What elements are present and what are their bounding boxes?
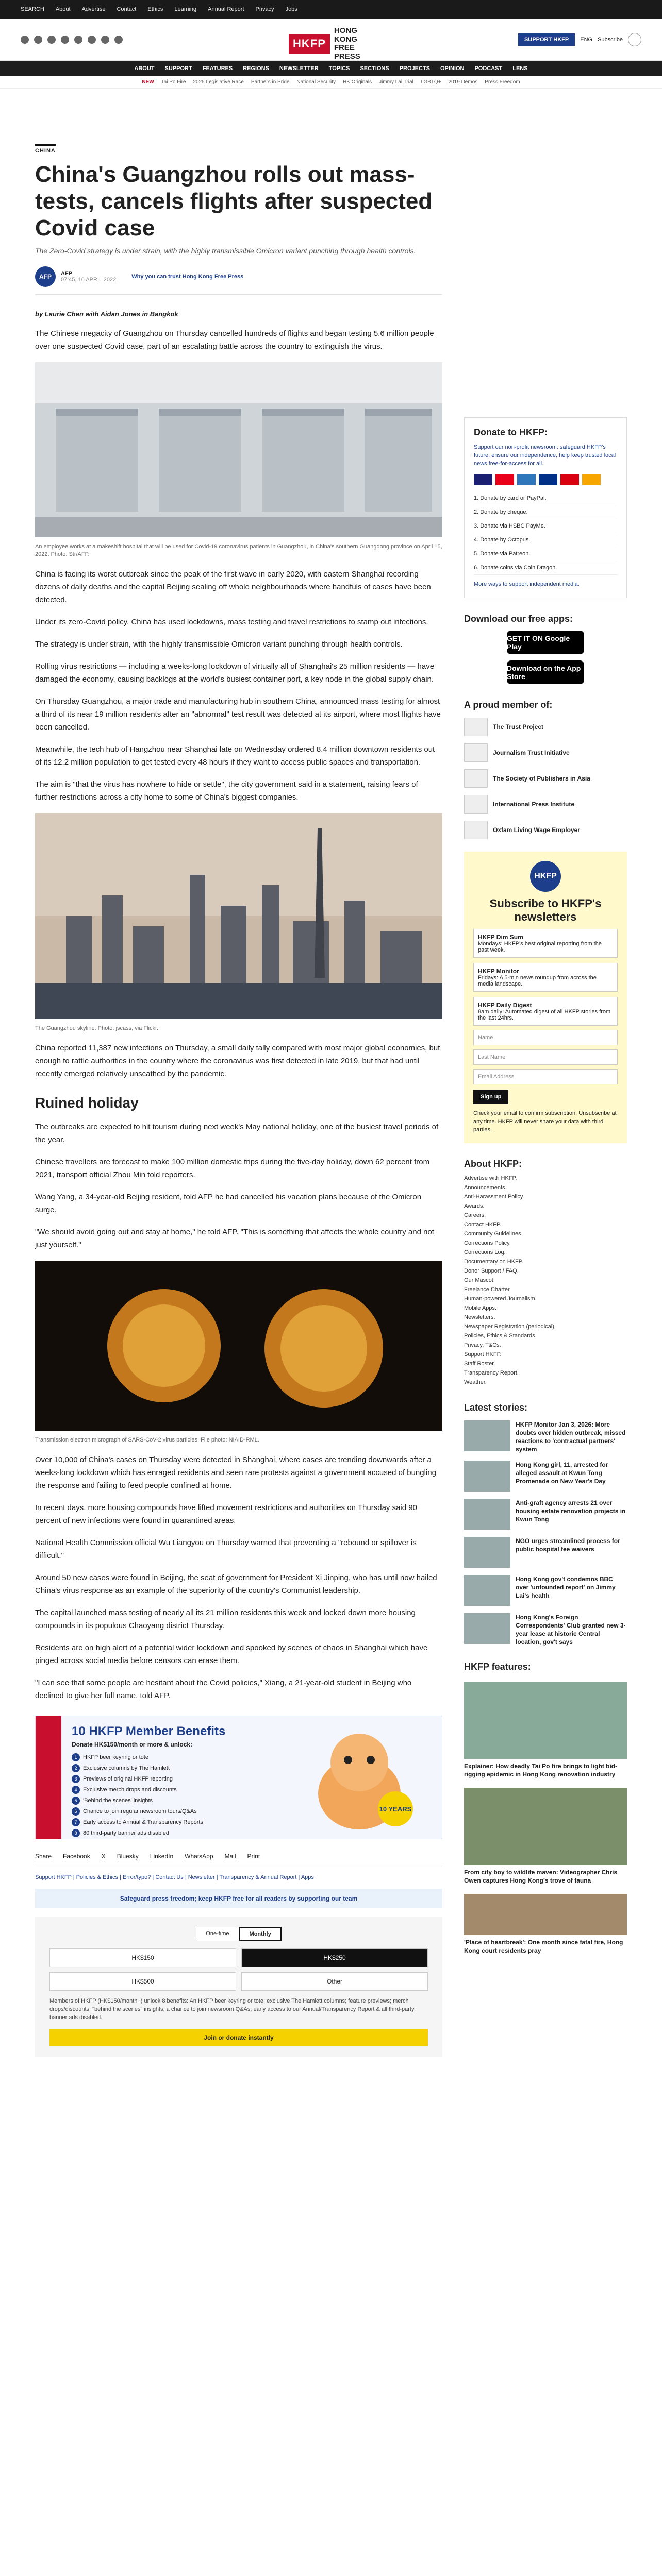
join-button[interactable]: Join or donate instantly — [49, 2029, 428, 2046]
share-linkedin[interactable]: LinkedIn — [150, 1853, 174, 1860]
subnav-item[interactable]: Tai Po Fire — [161, 79, 186, 85]
amount-option[interactable]: HK$150 — [49, 1948, 236, 1967]
promo-subtitle: Donate HK$150/month or more & unlock: — [72, 1741, 193, 1748]
member-org[interactable]: The Trust Project — [464, 718, 627, 736]
member-org[interactable]: Journalism Trust Initiative — [464, 743, 627, 762]
top-bar — [0, 0, 662, 19]
donate-box — [464, 417, 627, 598]
nav-regions[interactable]: REGIONS — [243, 65, 269, 72]
nav-opinion[interactable]: OPINION — [440, 65, 465, 72]
list-item: 2 Exclusive columns by The Hamlett — [72, 1764, 257, 1772]
rss-icon[interactable] — [114, 36, 123, 44]
paragraph: Meanwhile, the tech hub of Hangzhou near Shanghai late on Wednesday ordered 8.4 million downtown residents out of its 12.2 million population to get tested every 48 hours if they want to access public spaces and transportation. — [35, 745, 435, 767]
paragraph: Wang Yang, a 34-year-old Beijing resident, told AFP he had cancelled his vacation plans because of the Omicron surge. — [35, 1193, 422, 1214]
apps-title: Download our free apps: — [464, 614, 573, 624]
list-item: 5 'Behind the scenes' insights — [72, 1797, 257, 1805]
social-icons — [21, 36, 123, 44]
about-link[interactable]: Privacy, T&Cs. — [464, 1342, 501, 1348]
caption: The Guangzhou skyline. Photo: jscass, via Flickr. — [35, 1025, 159, 1031]
about-links — [464, 1174, 627, 1387]
about-link[interactable]: Transparency Report. — [464, 1370, 519, 1376]
support-hkfp-button[interactable]: SUPPORT HKFP — [518, 33, 575, 46]
toggle-monthly[interactable]: Monthly — [239, 1927, 282, 1941]
members-note: Members of HKFP (HK$150/month+) unlock 8 benefits: An HKFP beer keyring or tote; exclusive The Hamlett columns; feature previews; merch drops/discounts; "behind the scenes" insights; a chance to join newsroom Q&As; early access to our Annual/Transparency Report & all third-party banner ads disabled. — [49, 1998, 415, 2021]
article-title: China's Guangzhou rolls out mass-tests, cancels flights after suspected Covid case — [35, 162, 433, 241]
more-ways-link[interactable]: More ways to support independent media. — [474, 581, 580, 587]
newsletter-note: Check your email to confirm subscription. Unsubscribe at any time. HKFP will never share your data with third parties. — [473, 1110, 617, 1133]
pay-methods — [474, 492, 617, 575]
list-item: 6 Chance to join regular newsroom tours/Q&As — [72, 1807, 257, 1816]
visa-icon — [474, 474, 492, 485]
new-badge: NEW — [142, 79, 154, 85]
story-thumbnail — [464, 1499, 510, 1530]
feature-item[interactable]: 'Place of heartbreak': One month since fatal fire, Hong Kong court residents pray — [464, 1894, 627, 1955]
member-org[interactable]: The Society of Publishers in Asia — [464, 769, 627, 788]
feature-item[interactable]: Explainer: How deadly Tai Po fire brings to light bid-rigging epidemic in Hong Kong renovation industry — [464, 1682, 627, 1778]
author-name[interactable]: AFP — [61, 270, 72, 277]
banner-strip — [36, 1716, 61, 1839]
payment-logos — [474, 474, 617, 485]
about-link[interactable]: Mobile Apps. — [464, 1305, 496, 1311]
subscribe-link[interactable]: Subscribe — [598, 37, 623, 43]
list-item: 1 HKFP beer keyring or tote — [72, 1753, 257, 1761]
sopa-icon — [464, 769, 488, 788]
payme-icon — [560, 474, 579, 485]
publish-date: 07:45, 16 APRIL 2022 — [61, 277, 117, 283]
caption: Transmission electron micrograph of SARS-CoV-2 virus particles. File photo: NIAID-RML. — [35, 1437, 259, 1443]
anniversary-badge: 10 YEARS — [379, 1805, 412, 1813]
story-thumbnail — [464, 1461, 510, 1492]
about-link[interactable]: Freelance Charter. — [464, 1286, 511, 1293]
about-link[interactable]: Awards. — [464, 1203, 485, 1209]
topbar-jobs[interactable]: Jobs — [285, 6, 297, 12]
nav-topics[interactable]: TOPICS — [328, 65, 350, 72]
caption: An employee works at a makeshift hospital that will be used for Covid-19 coronavirus patients in Guangzhou, in China's southern Guangdong province on April 15, 2022. Photo: Str/AFP. — [35, 544, 442, 557]
list-item: 4 Exclusive merch drops and discounts — [72, 1786, 257, 1794]
subnav-item[interactable]: 2019 Demos — [448, 79, 478, 85]
share-whatsapp[interactable]: WhatsApp — [185, 1853, 213, 1860]
paragraph: The outbreaks are expected to hit tourism during next week's May national holiday, one of the busiest travel periods of the year. — [35, 1123, 439, 1144]
toggle-one-time[interactable]: One-time — [196, 1927, 239, 1941]
topbar-learning[interactable]: Learning — [174, 6, 197, 12]
donate-widget — [35, 1917, 442, 2057]
section-heading: Ruined holiday — [35, 1095, 139, 1111]
benefit-list — [72, 1753, 257, 1837]
about-link[interactable]: Newsletters. — [464, 1314, 495, 1320]
share-facebook[interactable]: Facebook — [63, 1853, 90, 1860]
promo-title: 10 HKFP Member Benefits — [72, 1724, 226, 1738]
paragraph: Under its zero-Covid policy, China has used lockdowns, mass testing and travel restrictions to stamp out infections. — [35, 618, 428, 626]
proud-member-title: A proud member of: — [464, 700, 553, 710]
nav-features[interactable]: FEATURES — [202, 65, 233, 72]
member-org[interactable]: International Press Institute — [464, 795, 627, 814]
nav-newsletter[interactable]: NEWSLETTER — [279, 65, 319, 72]
photo-guangzhou-skyline — [35, 813, 442, 1032]
member-org[interactable]: Oxfam Living Wage Employer — [464, 821, 627, 839]
linkedin-icon[interactable] — [74, 36, 82, 44]
topbar-ethics[interactable]: Ethics — [147, 6, 163, 12]
nav-about[interactable]: ABOUT — [134, 65, 155, 72]
about-link[interactable]: Contact HKFP. — [464, 1222, 501, 1228]
octopus-icon — [582, 474, 601, 485]
logo-mark: HKFP — [289, 34, 330, 54]
pay-method[interactable]: 2. Donate by cheque. — [474, 505, 617, 519]
paragraph: The capital launched mass testing of nearly all its 21 million residents this week and locked down more housing compounds in its populous Chaoyang district Thursday. — [35, 1608, 416, 1630]
topbar-about[interactable]: About — [55, 6, 71, 12]
skyline-image — [35, 813, 442, 1019]
story-item[interactable]: Hong Kong's Foreign Correspondents' Club granted new 3-year lease at historic Central location, gov't says — [464, 1613, 627, 1646]
about-link[interactable]: Staff Roster. — [464, 1361, 495, 1367]
amount-option[interactable]: Other — [241, 1972, 428, 1991]
subnav-item[interactable]: Press Freedom — [485, 79, 520, 85]
paragraph: On Thursday Guangzhou, a major trade and manufacturing hub in southern China, announced mass testing for almost a third of its near 19 million residents after an "abnormal" test result was detected at its airport, where most flights have been cancelled. — [35, 697, 441, 732]
paragraph: In recent days, more housing compounds have lifted movement restrictions and authorities on Thursday said 90 percent of new infections were found in quarantined areas. — [35, 1503, 417, 1525]
about-link[interactable]: Our Mascot. — [464, 1277, 495, 1283]
name-field[interactable]: Name — [473, 1030, 618, 1045]
subnav-item[interactable]: HK Originals — [342, 79, 372, 85]
photo-makeshift-hospital — [35, 362, 442, 558]
share-bar — [35, 1853, 442, 1867]
donate-text[interactable]: Support our non-profit newsroom: safeguard HKFP's future, ensure our independence, help keep trusted local news free-for-access for all. — [474, 444, 616, 467]
share-mail[interactable]: Mail — [224, 1853, 236, 1860]
pay-method[interactable]: 6. Donate coins via Coin Dragon. — [474, 561, 617, 575]
site-logo[interactable] — [289, 27, 375, 61]
frequency-toggle — [49, 1927, 428, 1941]
threads-icon[interactable] — [88, 36, 96, 44]
feature-image — [464, 1788, 627, 1865]
about-link[interactable]: Newspaper Registration (periodical). — [464, 1324, 556, 1330]
about-link[interactable]: Advertise with HKFP. — [464, 1175, 517, 1181]
paragraph: Rolling virus restrictions — including a weeks-long lockdown of virtually all of Shanghai's 25 million residents — have damaged the economy, causing backlogs at the world's busiest container port, a key node in the global supply chain. — [35, 662, 435, 684]
story-item[interactable]: Hong Kong gov't condemns BBC over 'unfounded report' on Jimmy Lai's health — [464, 1575, 627, 1606]
story-thumbnail — [464, 1537, 510, 1568]
donate-title: Donate to HKFP: — [474, 427, 548, 437]
paragraph: Chinese travellers are forecast to make 100 million domestic trips during the five-day holiday, down 62 percent from 2021, transport official Zhou Min told reporters. — [35, 1158, 430, 1179]
bluesky-icon[interactable] — [101, 36, 109, 44]
paragraph: "I can see that some people are hesitant about the Covid policies," Xiang, a 21-year-old student in Beijing who declined to give her full name, told AFP. — [35, 1679, 412, 1700]
newsletter-option[interactable]: HKFP Monitor Fridays: A 5-min news roundup from across the media landscape. — [473, 963, 618, 992]
feature-image — [464, 1894, 627, 1935]
story-item[interactable]: HKFP Monitor Jan 3, 2026: More doubts over hidden outbreak, missed reactions to 'contractual partners' system — [464, 1420, 627, 1453]
newsletter-option[interactable]: HKFP Daily Digest 8am daily: Automated digest of all HKFP stories from the last 24hrs. — [473, 997, 618, 1026]
photo-virus-micrograph — [35, 1261, 442, 1444]
amount-option[interactable]: HK$250 — [241, 1948, 428, 1967]
paragraph: China is facing its worst outbreak since the peak of the first wave in early 2020, with eastern Shanghai recording dozens of daily deaths and the capital Beijing sealing off whole neighbourhoods where handfuls of cases have been detected. — [35, 570, 431, 604]
byline — [35, 266, 442, 295]
article-byline: by Laurie Chen with Aidan Jones in Bangkok — [35, 310, 178, 318]
member-benefits-banner[interactable] — [35, 1716, 442, 1839]
story-thumbnail — [464, 1613, 510, 1644]
sub-nav — [0, 76, 662, 89]
list-item: 7 Early access to Annual & Transparency Reports — [72, 1818, 257, 1826]
paypal-icon — [539, 474, 557, 485]
feature-item[interactable]: From city boy to wildlife maven: Videographer Chris Owen captures Hong Kong's trove of fauna — [464, 1788, 627, 1885]
subnav-item[interactable]: National Security — [296, 79, 336, 85]
footer-links[interactable]: Support HKFP | Policies & Ethics | Error/typo? | Contact Us | Newsletter | Transparency & Annual Report | Apps — [35, 1874, 314, 1880]
pay-method[interactable]: 3. Donate via HSBC PayMe. — [474, 519, 617, 533]
pay-method[interactable]: 1. Donate by card or PayPal. — [474, 492, 617, 505]
topbar-search[interactable]: SEARCH — [21, 6, 44, 12]
author-avatar: AFP — [35, 266, 56, 287]
app-store-badge[interactable]: Download on the App Store — [507, 660, 584, 684]
paragraph: The strategy is under strain, with the highly transmissible Omicron variant punching through health controls. — [35, 640, 403, 649]
share-label: Share — [35, 1853, 52, 1860]
trust-project-icon — [464, 718, 488, 736]
pay-method[interactable]: 4. Donate by Octopus. — [474, 533, 617, 547]
paragraph: China reported 11,387 new infections on Thursday, a small daily tally compared with most major global economies, but enough to rattle authorities in the country where the coronavirus was first detected in late 2019, but that had until recently emerged relatively unscathed by the pandemic. — [35, 1044, 440, 1078]
about-link[interactable]: Anti-Harassment Policy. — [464, 1194, 524, 1200]
latest-title: Latest stories: — [464, 1402, 528, 1413]
paragraph: Over 10,000 of China's cases on Thursday were detected in Shanghai, where cases are trending downwards after a weeks-long lockdown which has enraged residents and seen rare protests against a government accused of bungling the response and failing to feed people confined at home. — [35, 1455, 436, 1490]
trust-link[interactable]: Why you can trust Hong Kong Free Press — [131, 274, 244, 280]
hospital-image — [35, 362, 442, 537]
story-thumbnail — [464, 1575, 510, 1606]
subnav-item[interactable]: Jimmy Lai Trial — [379, 79, 413, 85]
mastercard-icon — [495, 474, 514, 485]
nav-podcast[interactable]: PODCAST — [474, 65, 503, 72]
newsletter-option[interactable]: HKFP Dim Sum Mondays: HKFP's best original reporting from the past week. — [473, 929, 618, 958]
paragraph: "We should avoid going out and stay at home," he told AFP. "This is something that affects the whole country and not just yourself." — [35, 1228, 434, 1249]
about-link[interactable]: Corrections Log. — [464, 1249, 506, 1256]
facebook-icon[interactable] — [21, 36, 29, 44]
feature-image — [464, 1682, 627, 1759]
youtube-icon[interactable] — [61, 36, 69, 44]
main-nav — [0, 61, 662, 76]
sidebar — [464, 417, 627, 1955]
nav-support[interactable]: SUPPORT — [164, 65, 192, 72]
list-item: 3 Previews of original HKFP reporting — [72, 1775, 257, 1783]
subnav-item[interactable]: LGBTQ+ — [420, 79, 441, 85]
last-name-field[interactable]: Last Name — [473, 1049, 618, 1065]
email-field[interactable]: Email Address — [473, 1069, 618, 1084]
signup-button[interactable]: Sign up — [473, 1090, 508, 1104]
jti-icon — [464, 743, 488, 762]
paragraph: The aim is "that the virus has nowhere to hide or settle", the city government said in a statement, raising fears of further restrictions across a city home to some of China's biggest companies. — [35, 780, 418, 802]
newsletter-logo: HKFP — [530, 861, 561, 892]
amount-options — [49, 1948, 428, 1991]
newsletter-title: Subscribe to HKFP's newsletters — [489, 897, 602, 923]
about-link[interactable]: Support HKFP. — [464, 1351, 502, 1358]
amount-option[interactable]: HK$500 — [49, 1972, 236, 1991]
about-link[interactable]: Documentary on HKFP. — [464, 1259, 523, 1265]
paragraph: The Chinese megacity of Guangzhou on Thursday cancelled hundreds of flights and began testing 5.6 million people over one suspected Covid case, part of an escalating battle across the country to extinguish the virus. — [35, 329, 434, 351]
oxfam-icon — [464, 821, 488, 839]
language-selector[interactable]: ENG — [580, 37, 593, 43]
article-excerpt: The Zero-Covid strategy is under strain, with the highly transmissible Omicron variant punching through health controls. — [35, 247, 416, 255]
article — [35, 144, 442, 2057]
instagram-icon[interactable] — [47, 36, 56, 44]
virus-image — [35, 1261, 442, 1431]
about-link[interactable]: Human-powered Journalism. — [464, 1296, 537, 1302]
google-play-badge[interactable]: GET IT ON Google Play — [507, 631, 584, 654]
about-link[interactable]: Corrections Policy. — [464, 1240, 511, 1246]
about-link[interactable]: Announcements. — [464, 1184, 507, 1191]
subnav-item[interactable]: 2025 Legislative Race — [193, 79, 244, 85]
nav-projects[interactable]: PROJECTS — [399, 65, 430, 72]
list-item: 8 80 third-party banner ads disabled — [72, 1829, 257, 1837]
share-x[interactable]: X — [101, 1853, 106, 1860]
x-icon[interactable] — [34, 36, 42, 44]
paragraph: National Health Commission official Wu Liangyou on Thursday warned that preventing a "rebound or spillover is difficult." — [35, 1538, 417, 1560]
story-thumbnail — [464, 1420, 510, 1451]
about-link[interactable]: Careers. — [464, 1212, 486, 1218]
features-title: HKFP features: — [464, 1662, 531, 1672]
mascot-image — [297, 1721, 421, 1835]
amex-icon — [517, 474, 536, 485]
site-header — [0, 19, 662, 61]
share-print[interactable]: Print — [247, 1853, 260, 1860]
topbar-advertise[interactable]: Advertise — [81, 6, 106, 12]
nav-sections[interactable]: SECTIONS — [360, 65, 389, 72]
story-item[interactable]: NGO urges streamlined process for public hospital fee waivers — [464, 1537, 627, 1568]
paragraph: Around 50 new cases were found in Beijing, the seat of government for President Xi Jinping, who has until now hailed China's virus response as an example of the superiority of the country's Communist leadership. — [35, 1573, 437, 1595]
article-category[interactable]: CHINA — [35, 144, 56, 154]
paragraph: Residents are on high alert of a potential wider lockdown and spooked by scenes of chaos in Shanghai which have pinged across social media before censors can erase them. — [35, 1643, 428, 1665]
newsletter-box — [464, 852, 627, 1143]
about-link[interactable]: Community Guidelines. — [464, 1231, 523, 1237]
about-link[interactable]: Policies, Ethics & Standards. — [464, 1333, 537, 1339]
about-link[interactable]: Donor Support / FAQ. — [464, 1268, 519, 1274]
about-link[interactable]: Weather. — [464, 1379, 487, 1385]
about-title: About HKFP: — [464, 1159, 522, 1169]
nav-lens[interactable]: LENS — [512, 65, 528, 72]
topbar-contact[interactable]: Contact — [117, 6, 137, 12]
story-item[interactable]: Hong Kong girl, 11, arrested for alleged assault at Kwun Tong Promenade on New Year's Day — [464, 1461, 627, 1492]
logo-text: HONG KONG FREE PRESS — [334, 26, 360, 61]
ipi-icon — [464, 795, 488, 814]
share-bluesky[interactable]: Bluesky — [117, 1853, 139, 1860]
story-item[interactable]: Anti-graft agency arrests 21 over housing estate renovation projects in Kwun Tong — [464, 1499, 627, 1530]
safeguard-banner[interactable]: Safeguard press freedom; keep HKFP free for all readers by supporting our team — [35, 1889, 442, 1908]
subnav-item[interactable]: Partners in Pride — [251, 79, 290, 85]
pay-method[interactable]: 5. Donate via Patreon. — [474, 547, 617, 561]
search-icon[interactable] — [628, 33, 641, 46]
topbar-privacy[interactable]: Privacy — [255, 6, 274, 12]
topbar-annual-report[interactable]: Annual Report — [208, 6, 244, 12]
